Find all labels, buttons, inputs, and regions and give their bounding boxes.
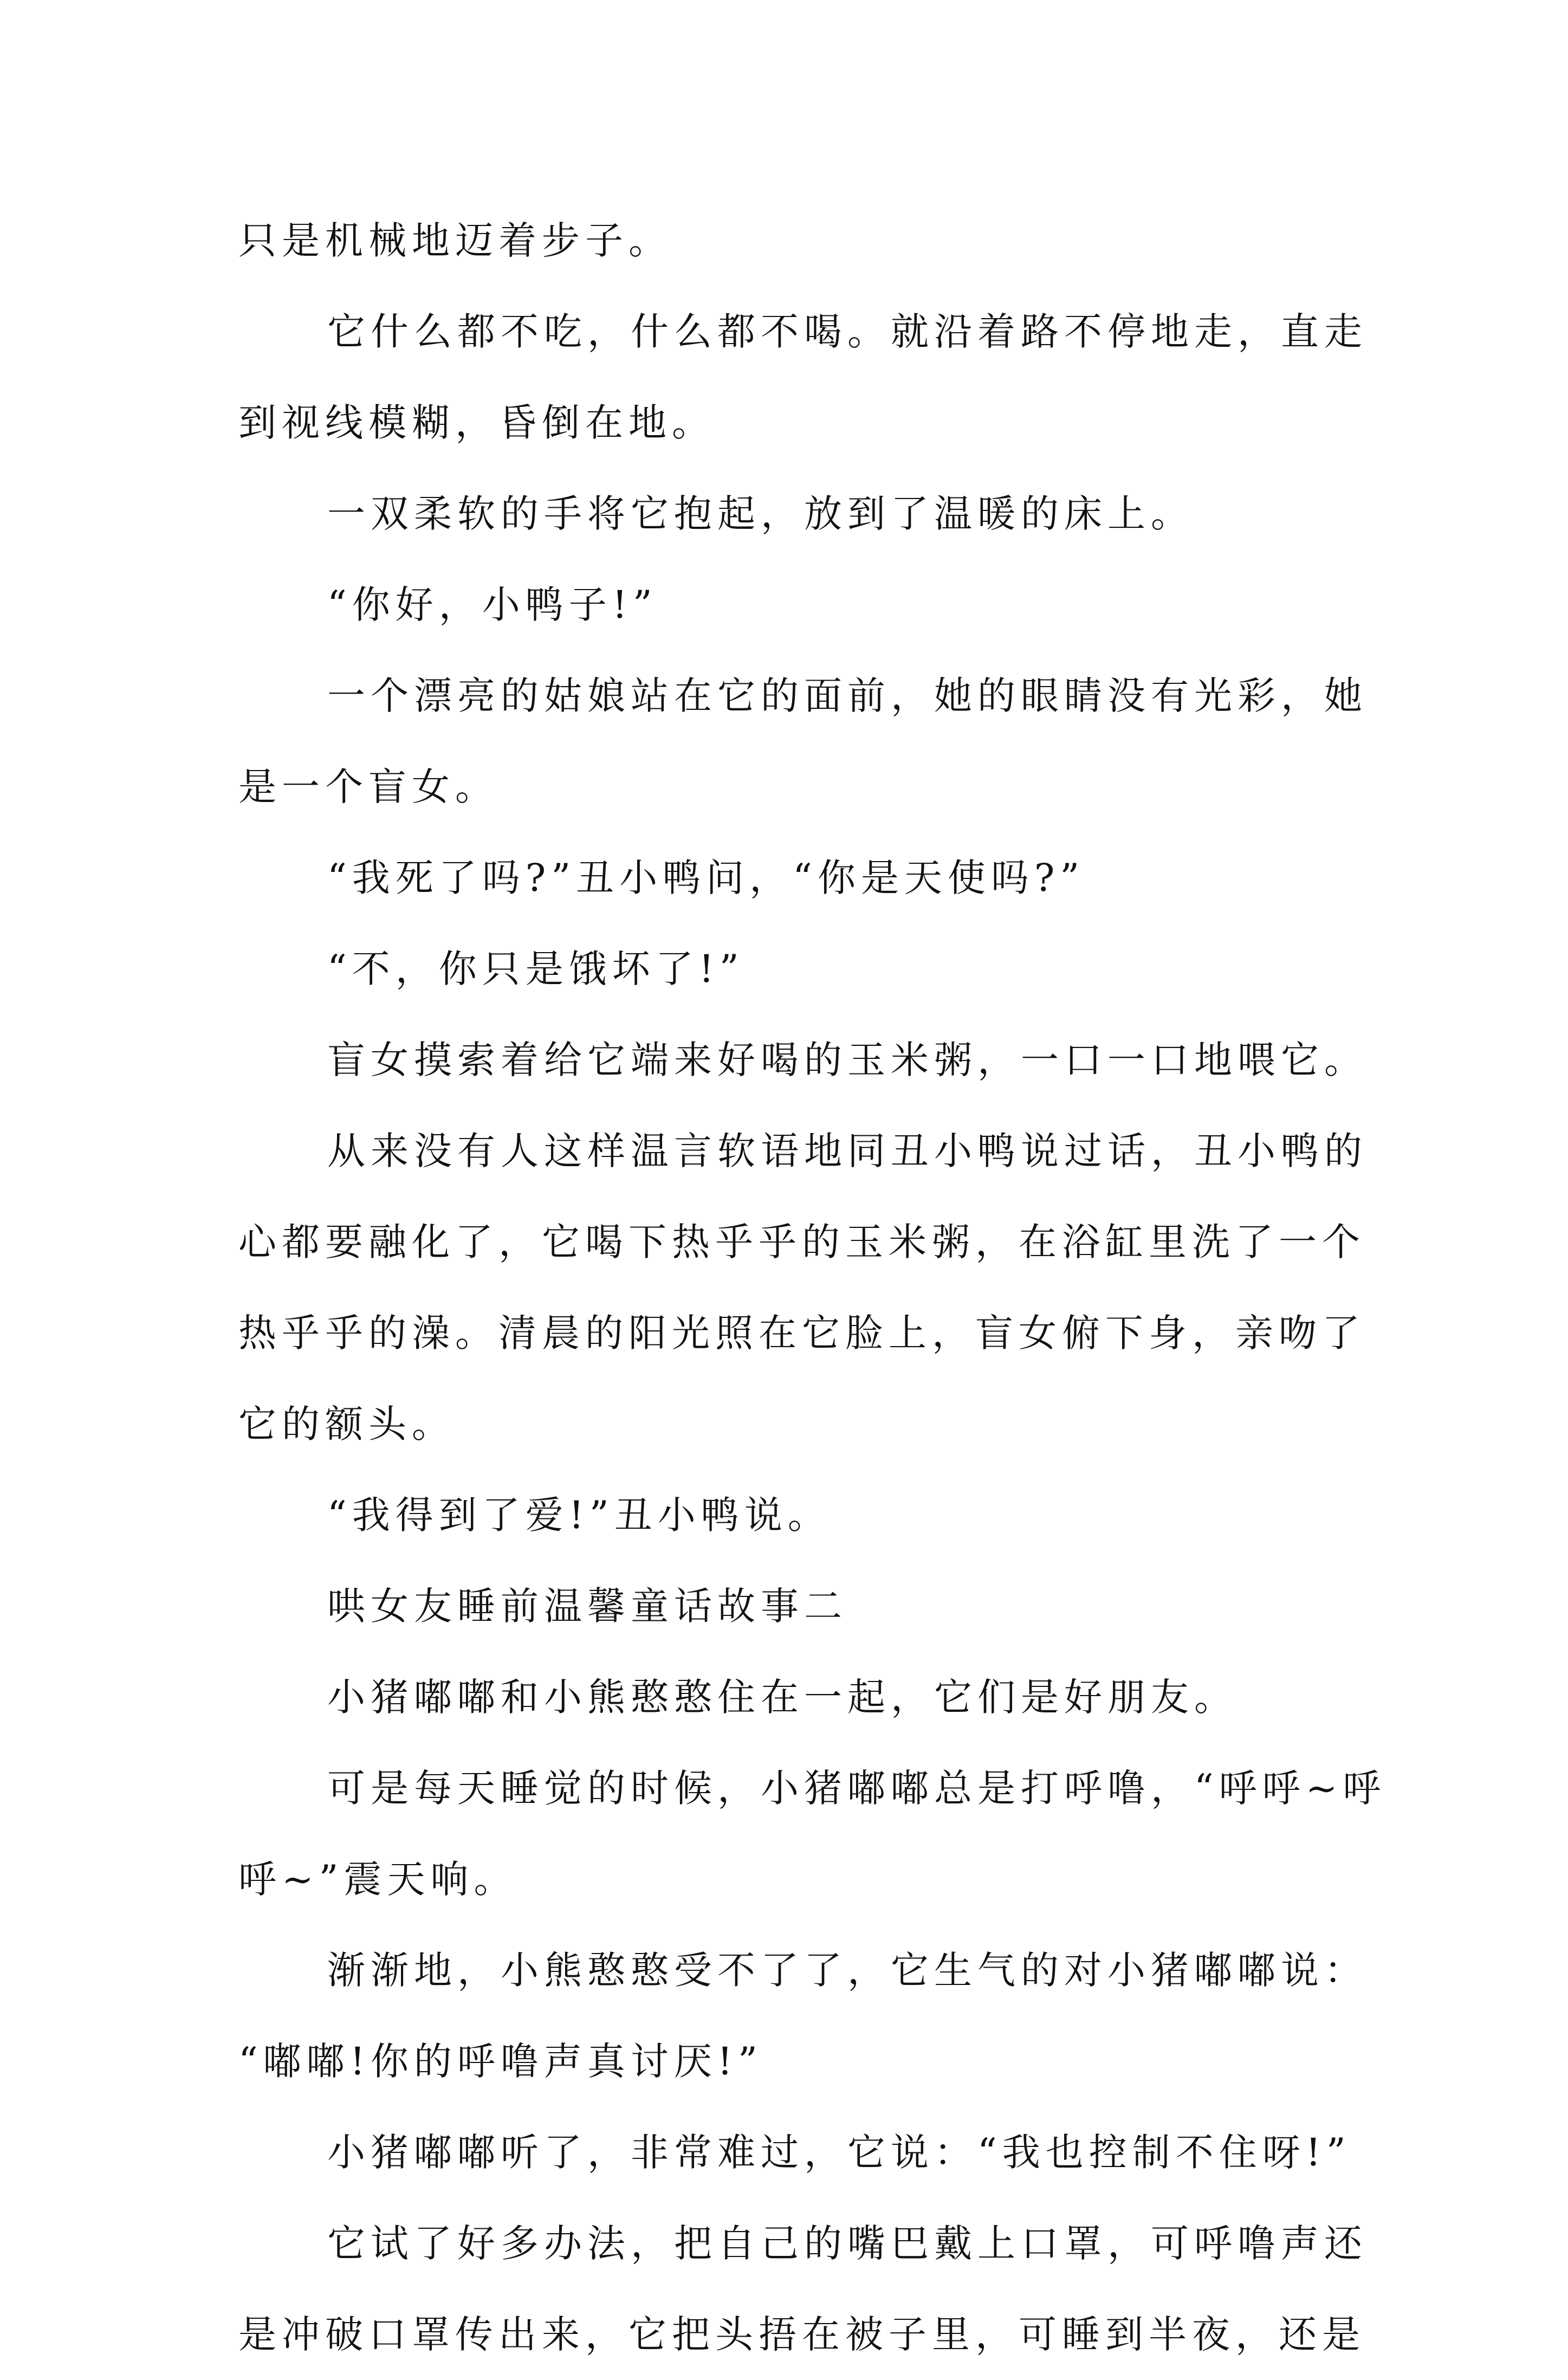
text-line: 小猪嘟嘟听了，非常难过，它说：“我也控制不住呀!” [327,2130,1351,2175]
text-line: 热乎乎的澡。清晨的阳光照在它脸上，盲女俯下身，亲吻了 [238,1311,1365,1355]
text-line: 到视线模糊，昏倒在地。 [238,400,715,445]
text-line: “不，你只是饿坏了!” [327,947,744,991]
text-line: “你好，小鸭子!” [327,583,658,627]
text-line: 一双柔软的手将它抱起，放到了温暖的床上。 [327,491,1194,536]
text-line: 盲女摸索着给它端来好喝的玉米粥，一口一口地喂它。 [327,1038,1368,1082]
text-line: 只是机械地迈着步子。 [238,218,672,263]
text-line: 它试了好多办法，把自己的嘴巴戴上口罩，可呼噜声还 [327,2221,1368,2266]
text-line: “我死了吗?”丑小鸭问，“你是天使吗?” [327,856,1085,900]
text-line: 小猪嘟嘟和小熊憨憨住在一起，它们是好朋友。 [327,1675,1237,1719]
text-line: 可是每天睡觉的时候，小猪嘟嘟总是打呼噜，“呼呼~呼 [327,1766,1386,1810]
text-line: 是冲破口罩传出来，它把头捂在被子里，可睡到半夜，还是 [238,2312,1365,2357]
text-line: 心都要融化了，它喝下热乎乎的玉米粥，在浴缸里洗了一个 [238,1220,1365,1264]
text-line: “嘟嘟!你的呼噜声真讨厌!” [238,2039,763,2084]
section-heading: 哄女友睡前温馨童话故事二 [327,1584,847,1628]
text-line: 呼~”震天响。 [238,1857,517,1902]
text-line: “我得到了爱!”丑小鸭说。 [327,1493,831,1537]
text-line: 它的额头。 [238,1402,455,1446]
text-line: 一个漂亮的姑娘站在它的面前，她的眼睛没有光彩，她 [327,674,1368,718]
body-text [238,195,1386,2380]
text-line: 是一个盲女。 [238,765,498,809]
text-line: 渐渐地，小熊憨憨受不了了，它生气的对小猪嘟嘟说： [327,1948,1368,1993]
text-line: 从来没有人这样温言软语地同丑小鸭说过话，丑小鸭的 [327,1129,1368,1173]
text-line: 它什么都不吃，什么都不喝。就沿着路不停地走，直走 [327,309,1368,354]
